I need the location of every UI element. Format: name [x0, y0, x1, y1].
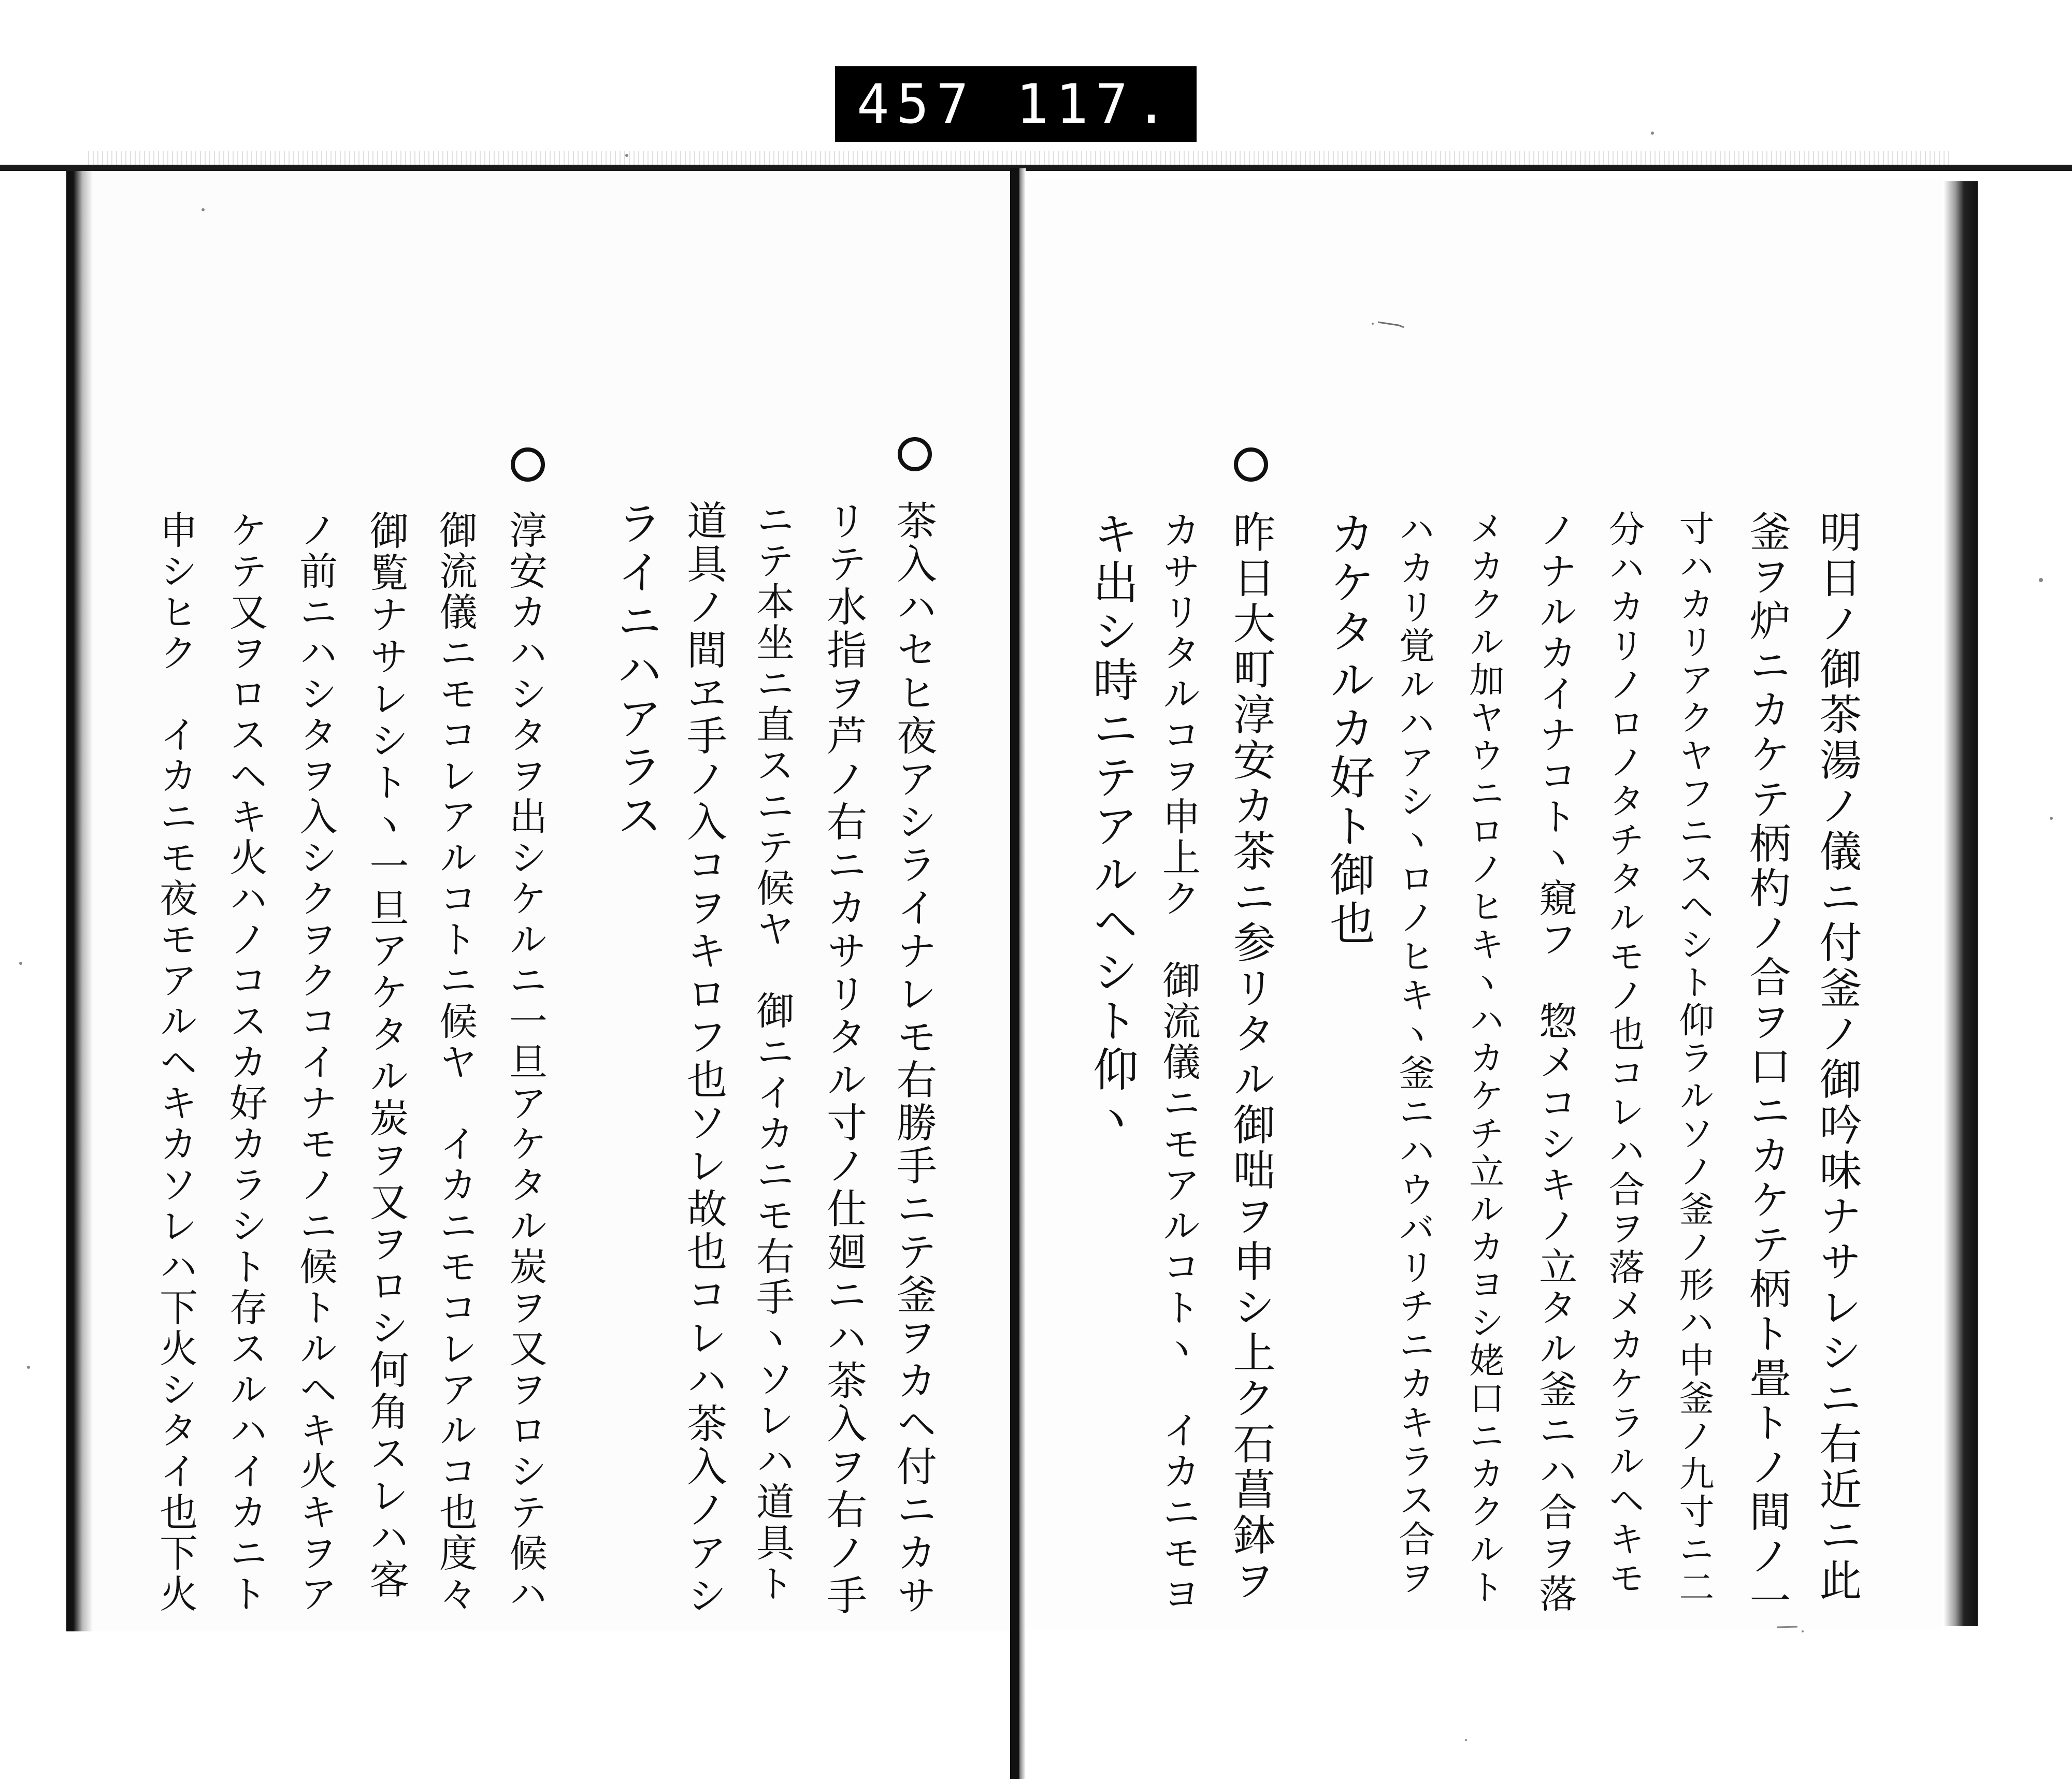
scanner-noise: [88, 151, 1953, 165]
left-p2-col-4: ノ前ニハシタヲ入シクヲクコイナモノニ候トルヘキ火キヲア: [293, 510, 338, 1615]
label-right-number: 117.: [1016, 73, 1175, 136]
left-p2-col-5: ケテ又ヲロスヘキ火ハノコスカ好カラシト存スルハイカニト: [223, 510, 268, 1615]
reference-label: [835, 66, 1197, 142]
left-p2-col-2: 御流儀ニモコレアルコトニ候ヤ イカニモコレアルコ也度々: [433, 510, 478, 1615]
right-p2-col-3: キ出シ時ニテアルヘシト仰ヽ: [1086, 510, 1139, 1143]
right-p2-col-1: 昨日大町淳安カ茶ニ参リタル御咄ヲ申シ上ク石菖鉢ヲ: [1226, 510, 1275, 1604]
right-p1-col-6: メカクル加ヤウニロノヒキヽハカケチ立ルカヨシ姥口ニカクルト: [1463, 510, 1504, 1607]
right-p1-col-1: 明日ノ御茶湯ノ儀ニ付釜ノ御吟味ナサレシニ右近ニ此: [1812, 510, 1862, 1604]
right-p1-col-2: 釜ヲ炉ニカケテ柄杓ノ合ヲ口ニカケテ柄ト畳トノ間ノ一: [1743, 510, 1791, 1624]
label-left-number: 457: [857, 73, 976, 136]
left-p1-col-5: ライニハアラス: [610, 500, 663, 841]
right-p1-col-8: カケタルカ好ト御也: [1322, 510, 1376, 948]
right-p2-col-2: カサリタルコヲ申上ク 御流儀ニモアルコトヽ イカニモヨ: [1156, 510, 1201, 1615]
left-p1-col-1: 茶入ハセヒ夜アシライナレモ右勝手ニテ釜ヲカヘ付ニカサ: [890, 500, 937, 1617]
left-p2-col-3: 御覧ナサレシトヽ一旦アケタル炭ヲ又ヲロシ何角スレハ客: [363, 510, 409, 1601]
book-gutter: [1010, 168, 1019, 1779]
section-circle-marker: [511, 447, 545, 482]
left-p1-col-4: 道具ノ間ヱ手ノ入コヲキロフ也ソレ故也コレハ茶入ノアシ: [680, 500, 727, 1617]
top-edge-rule: [0, 165, 2072, 171]
section-circle-marker: [898, 437, 932, 471]
right-p1-col-3: 寸ハカリアクヤフニスヘシト仰ラルソノ釜ノ形ハ中釜ノ九寸ニ二: [1673, 510, 1714, 1607]
gutter-shadow: [1019, 168, 1026, 1779]
right-book-edge: [1944, 181, 1978, 1626]
left-p1-col-3: ニテ本坐ニ直スニテ候ヤ 御ニイカニモ右手ヽソレハ道具ト: [750, 500, 795, 1604]
left-p1-col-2: リテ水指ヲ芦ノ右ニカサリタル寸ノ仕廻ニハ茶入ヲ右ノ手: [820, 500, 867, 1617]
right-p1-col-7: ハカリ覚ルハアシヽロノヒキヽ釜ニハウバリチニカキラス合ヲ: [1393, 510, 1435, 1598]
left-p2-col-1: 淳安カハシタヲ出シケルニ一旦アケタル炭ヲ又ヲロシテ候ハ: [503, 510, 548, 1615]
section-circle-marker: [1234, 447, 1268, 482]
left-p2-col-6: 申シヒク イカニモ夜モアルヘキカソレハ下火シタイ也下火: [153, 510, 198, 1615]
right-p1-col-4: 分ハカリノロノタチタルモノ也コレハ合ヲ落メカケラルヘキモ: [1603, 510, 1645, 1598]
left-book-edge: [66, 171, 93, 1631]
right-p1-col-5: ノナルカイナコトヽ窺フ 惣メコシキノ立タル釜ニハ合ヲ落: [1533, 510, 1577, 1615]
